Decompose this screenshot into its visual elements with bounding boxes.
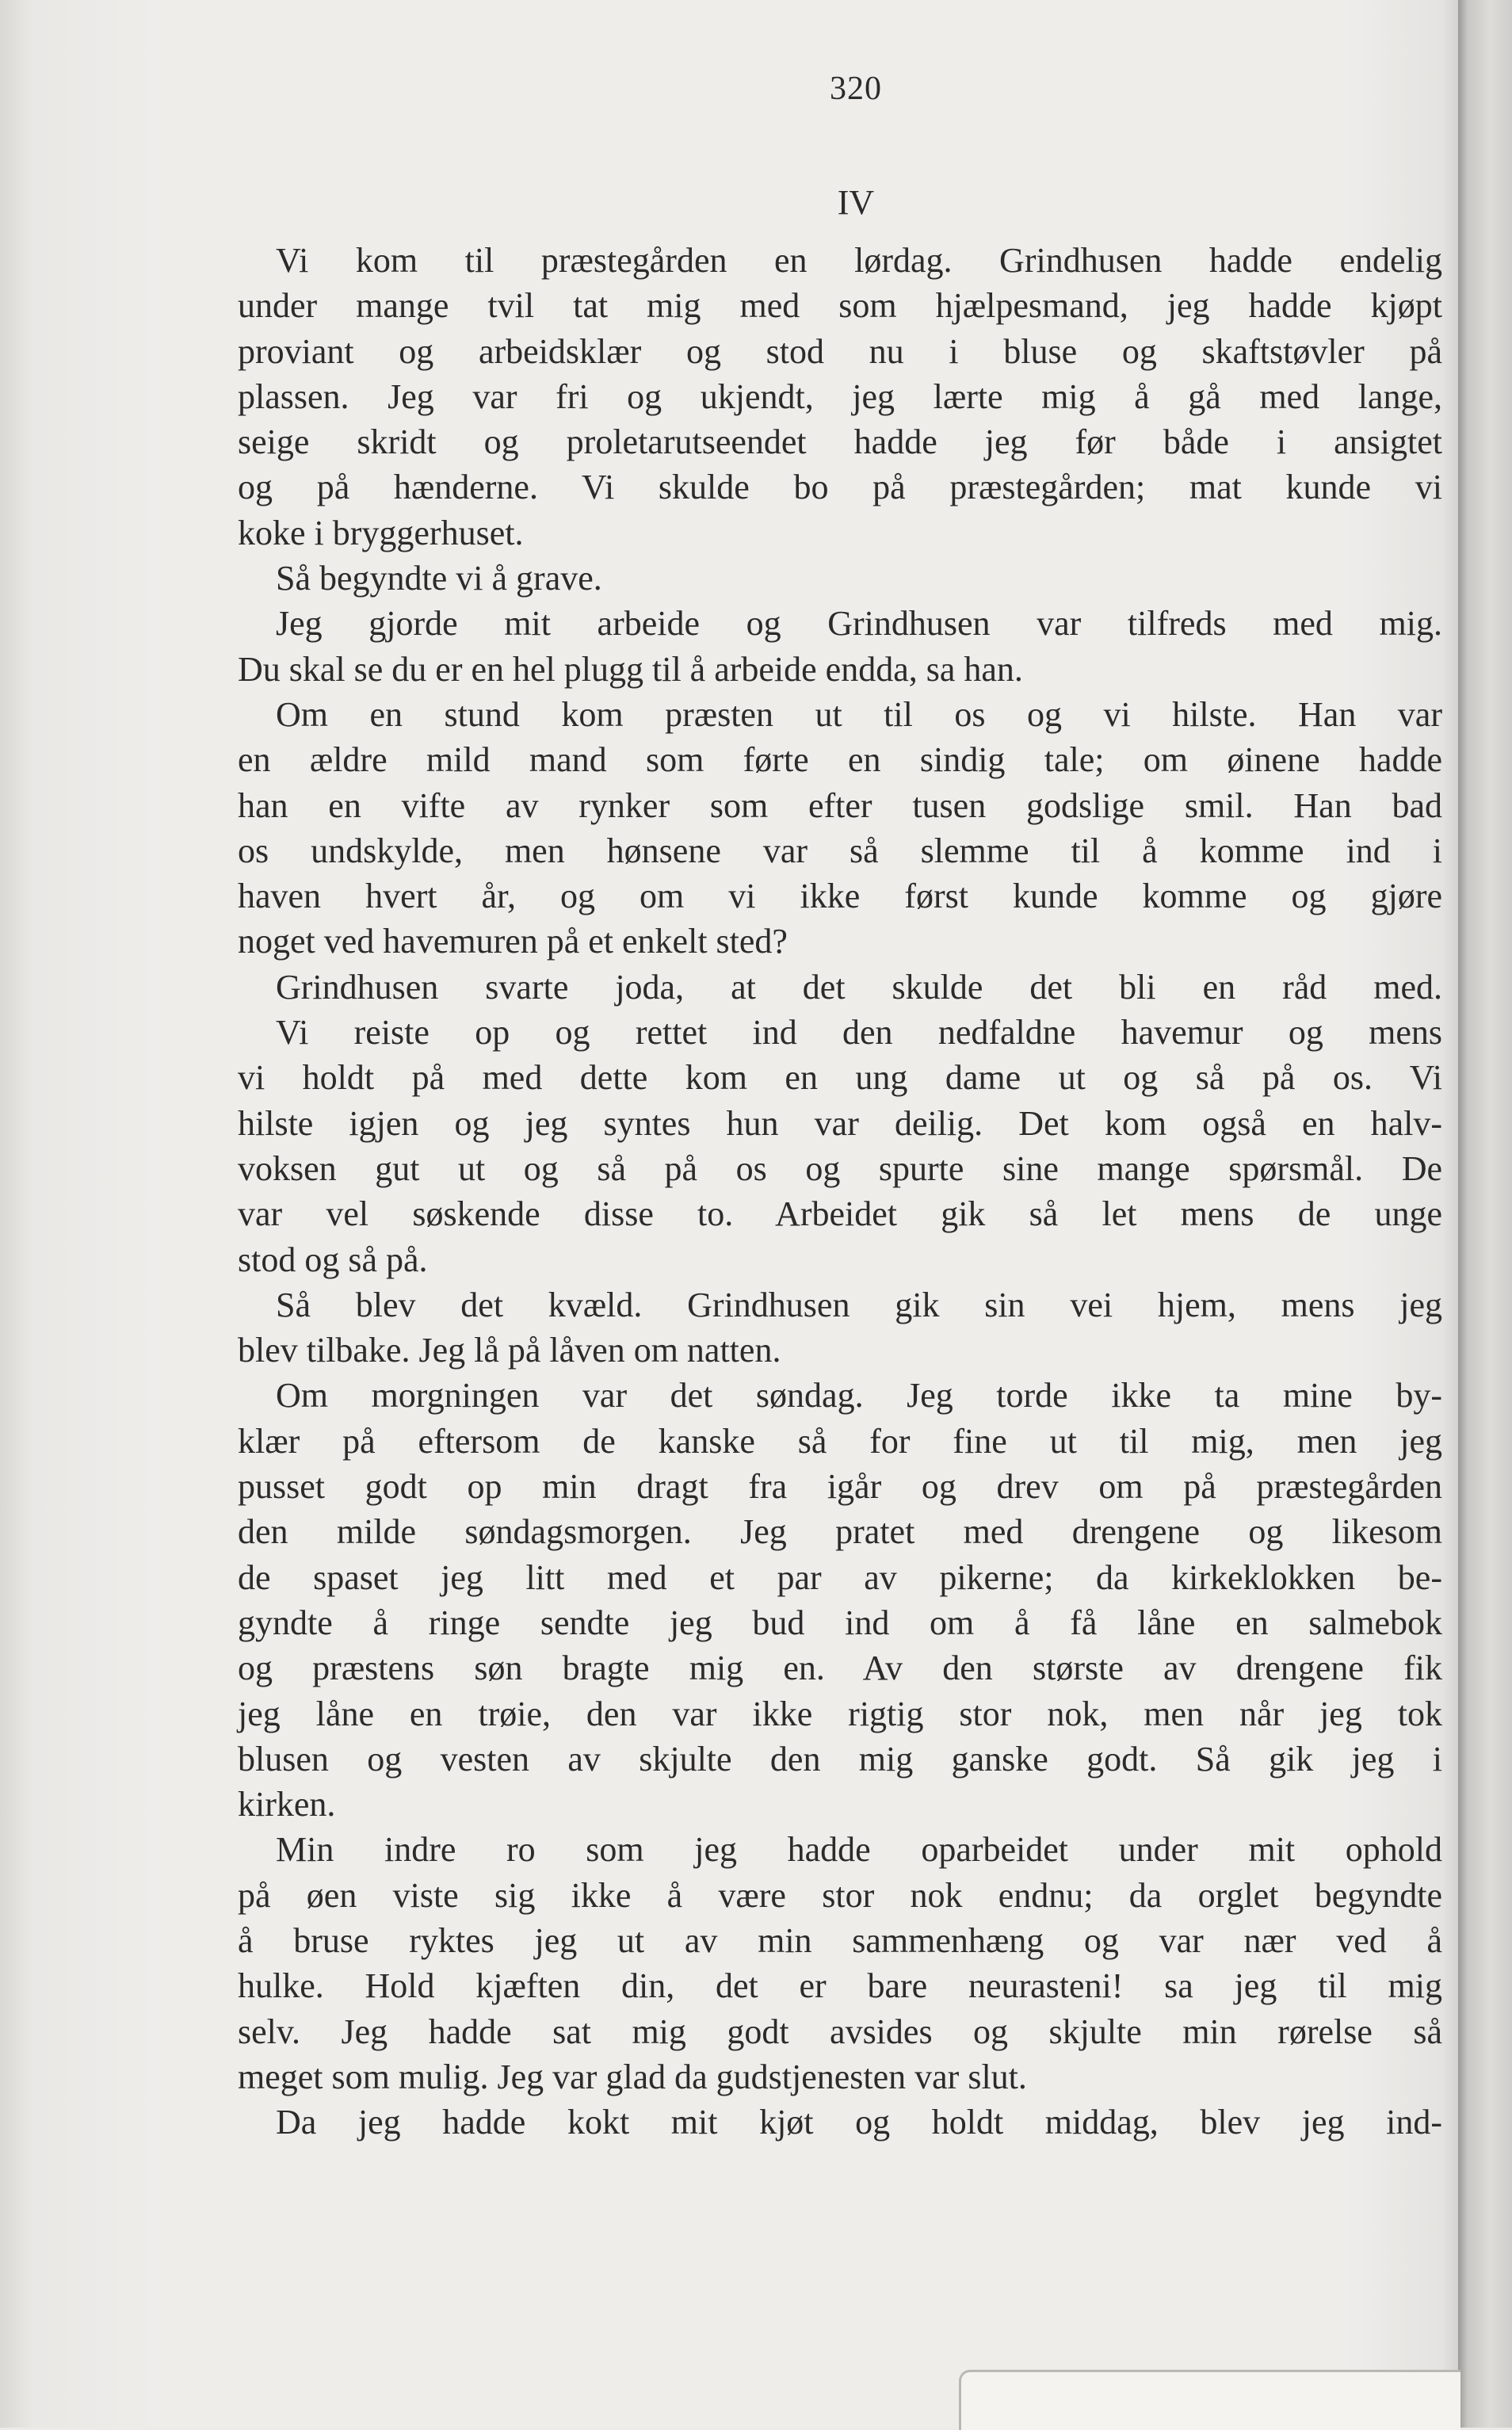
text-line: var vel søskende disse to. Arbeidet gik så let mens de unge: [238, 1194, 1442, 1234]
text-line: blev tilbake. Jeg lå på låven om natten.: [238, 1331, 781, 1370]
text-line: gyndte å ringe sendte jeg bud ind om å få låne en salmebok: [238, 1603, 1442, 1642]
text-line: plassen. Jeg var fri og ukjendt, jeg lærte mig å gå med lange,: [238, 376, 1442, 416]
text-line: noget ved havemuren på et enkelt sted?: [238, 922, 788, 961]
text-line: seige skridt og proletarutseendet hadde jeg før både i ansigtet: [238, 422, 1442, 462]
text-line: haven hvert år, og om vi ikke først kunde komme og gjøre: [238, 877, 1442, 916]
text-line: Da jeg hadde kokt mit kjøt og holdt middag, blev jeg ind-: [276, 2103, 1442, 2142]
text-line: proviant og arbeidsklær og stod nu i bluse og skaftstøvler på: [238, 331, 1442, 371]
text-line: blusen og vesten av skjulte den mig ganske godt. Så gik jeg i: [238, 1739, 1442, 1779]
text-line: meget som mulig. Jeg var glad da gudstjenesten var slut.: [238, 2057, 1027, 2096]
text-line: Grindhusen svarte joda, at det skulde det bli en råd med.: [276, 967, 1442, 1007]
text-line: Jeg gjorde mit arbeide og Grindhusen var tilfreds med mig.: [276, 604, 1442, 644]
text-line: han en vifte av rynker som efter tusen godslige smil. Han bad: [238, 785, 1442, 825]
text-line: Vi kom til præstegården en lørdag. Grindhusen hadde endelig: [276, 241, 1442, 280]
text-line: voksen gut ut og så på os og spurte sine mange spørsmål. De: [238, 1148, 1442, 1188]
text-line: de spaset jeg litt med et par av pikerne; da kirkeklokken be-: [238, 1557, 1442, 1597]
text-line: vi holdt på med dette kom en ung dame ut og så på os. Vi: [238, 1058, 1442, 1098]
text-line: en ældre mild mand som førte en sindig tale; om øinene hadde: [238, 740, 1442, 780]
chapter-heading: IV: [837, 183, 875, 222]
text-line: Vi reiste op og rettet ind den nedfaldne havemur og mens: [276, 1013, 1442, 1053]
text-line: pusset godt op min dragt fra igår og drev om på præstegården: [238, 1467, 1442, 1507]
text-line: Om morgningen var det søndag. Jeg torde ikke ta mine by-: [276, 1376, 1442, 1416]
text-line: og præstens søn bragte mig en. Av den største av drengene fik: [238, 1649, 1442, 1688]
text-line: os undskylde, men hønsene var så slemme til å komme ind i: [238, 831, 1442, 870]
text-line: jeg låne en trøie, den var ikke rigtig stor nok, men når jeg tok: [238, 1694, 1442, 1733]
text-line: og på hænderne. Vi skulde bo på præstegården; mat kunde vi: [238, 468, 1442, 507]
text-line: hilste igjen og jeg syntes hun var deilig. Det kom også en halv-: [238, 1103, 1442, 1143]
text-line: Du skal se du er en hel plugg til å arbeide endda, sa han.: [238, 649, 1023, 689]
book-spine-shadow: [1458, 0, 1512, 2428]
text-line: Om en stund kom præsten ut til os og vi hilste. Han var: [276, 694, 1442, 734]
text-line: på øen viste sig ikke å være stor nok endnu; da orglet begyndte: [238, 1875, 1442, 1915]
body-text: [238, 238, 1442, 2145]
text-line: hulke. Hold kjæften din, det er bare neurasteni! sa jeg til mig: [238, 1966, 1442, 2006]
text-line: Min indre ro som jeg hadde oparbeidet under mit ophold: [276, 1830, 1442, 1870]
text-line: klær på eftersom de kanske så for fine ut til mig, men jeg: [238, 1421, 1442, 1461]
text-line: den milde søndagsmorgen. Jeg pratet med drengene og likesom: [238, 1512, 1442, 1552]
next-leaf-edge: [959, 2370, 1460, 2430]
text-line: koke i bryggerhuset.: [238, 513, 524, 552]
text-line: stod og så på.: [238, 1240, 428, 1279]
text-line: selv. Jeg hadde sat mig godt avsides og skjulte min rørelse så: [238, 2012, 1442, 2051]
text-line: kirken.: [238, 1785, 336, 1824]
page-number: 320: [830, 71, 882, 107]
text-line: Så begyndte vi å grave.: [276, 559, 602, 598]
text-line: å bruse ryktes jeg ut av min sammenhæng og var nær ved å: [238, 1920, 1442, 1960]
text-line: Så blev det kvæld. Grindhusen gik sin vei hjem, mens jeg: [276, 1285, 1442, 1324]
text-line: under mange tvil tat mig med som hjælpesmand, jeg hadde kjøpt: [238, 286, 1442, 326]
